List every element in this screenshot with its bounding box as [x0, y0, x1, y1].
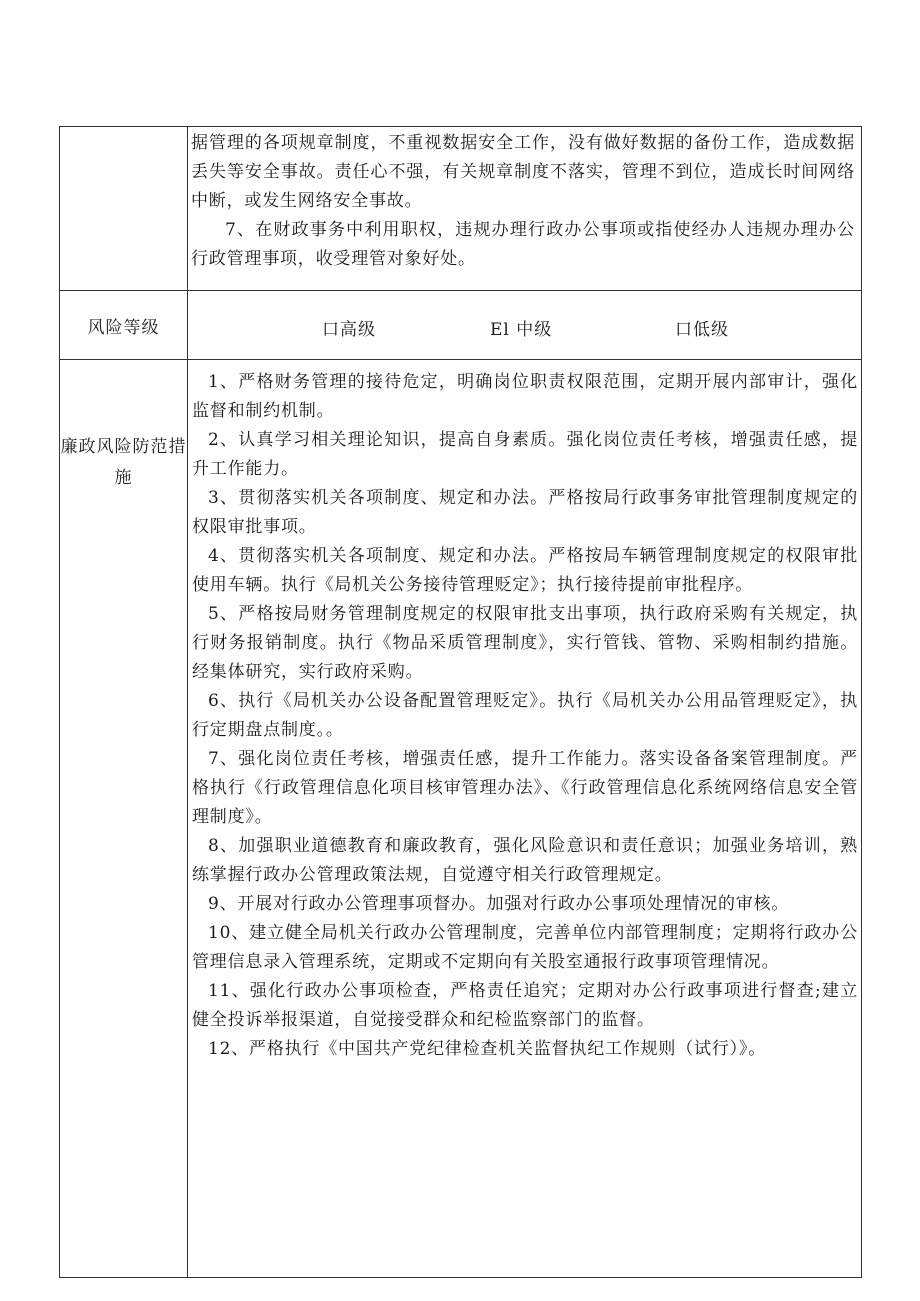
- prevention-measures-row: [60, 360, 862, 1278]
- measure-item: 2、认真学习相关理论知识，提高自身素质。强化岗位责任考核，增强责任感，提升工作能力。: [192, 430, 858, 479]
- measure-item: 7、强化岗位责任考核，增强责任感，提升工作能力。落实设备备案管理制度。严格执行《行政管理信息化项目核审管理办法》、《行政管理信息化系统网络信息安全管理制度》。: [192, 749, 858, 827]
- risk-table: [59, 126, 862, 1278]
- measure-item: 5、严格按局财务管理制度规定的权限审批支出事项，执行政府采购有关规定，执行财务报销制度。执行《物品采质管理制度》，实行管钱、管物、采购相制约措施。经集体研究，实行政府采购。: [192, 604, 858, 682]
- measure-item: 4、贯彻落实机关各项制度、规定和办法。严格按局车辆管理制度规定的权限审批使用车辆。执行《局机关公务接待管理贬定》；执行接待提前审批程序。: [192, 546, 858, 595]
- prevention-measures-content-cell: [188, 360, 862, 1278]
- measure-item: 10、建立健全局机关行政办公管理制度，完善单位内部管理制度；定期将行政办公管理信息录入管理系统，定期或不定期向有关股室通报行政事项管理情况。: [192, 923, 858, 972]
- measure-item: 9、开展对行政办公管理事项督办。加强对行政办公事项处理情况的审核。: [208, 894, 790, 914]
- continued-risk-label-cell: [60, 127, 188, 291]
- risk-level-medium-checkbox[interactable]: El 中级: [490, 320, 553, 340]
- risk-level-high-checkbox[interactable]: 口高级: [322, 320, 376, 340]
- measure-item: 12、严格执行《中国共产党纪律检查机关监督执纪工作规则（试行）》。: [208, 1039, 767, 1059]
- risk-text-continuation: 据管理的各项规章制度，不重视数据安全工作，没有做好数据的备份工作，造成数据丢失等安全事故。责任心不强，有关规章制度不落实，管理不到位，造成长时间网络中断，或发生网络安全事故。: [191, 133, 855, 211]
- risk-level-options-cell: [188, 291, 862, 360]
- risk-item-7: 7、在财政事务中利用职权，违规办理行政办公事项或指使经办人违规办理办公行政管理事项，收受理管对象好处。: [191, 220, 855, 269]
- risk-level-label: 风险等级: [60, 291, 188, 360]
- measure-item: 1、严格财务管理的接待危定，明确岗位职责权限范围，定期开展内部审计，强化监督和制约机制。: [192, 372, 858, 421]
- continued-risk-content-cell: [188, 127, 862, 291]
- risk-level-row: [60, 291, 862, 360]
- measure-item: 11、强化行政办公事项检查，严格责任追究；定期对办公行政事项进行督查;建立健全投诉举报渠道，自觉接受群众和纪检监察部门的监督。: [192, 981, 858, 1030]
- measure-item: 8、加强职业道德教育和廉政教育，强化风险意识和责任意识；加强业务培训，熟练掌握行政办公管理政策法规，自觉遵守相关行政管理规定。: [192, 836, 858, 885]
- measure-item: 3、贯彻落实机关各项制度、规定和办法。严格按局行政事务审批管理制度规定的权限审批事项。: [192, 488, 858, 537]
- measure-item: 6、执行《局机关办公设备配置管理贬定》。执行《局机关办公用品管理贬定》，执行定期盘点制度。。: [192, 691, 858, 740]
- continued-risk-row: [60, 127, 862, 291]
- risk-level-low-checkbox[interactable]: 口低级: [675, 320, 729, 340]
- prevention-measures-label: 廉政风险防范措施: [60, 360, 188, 1278]
